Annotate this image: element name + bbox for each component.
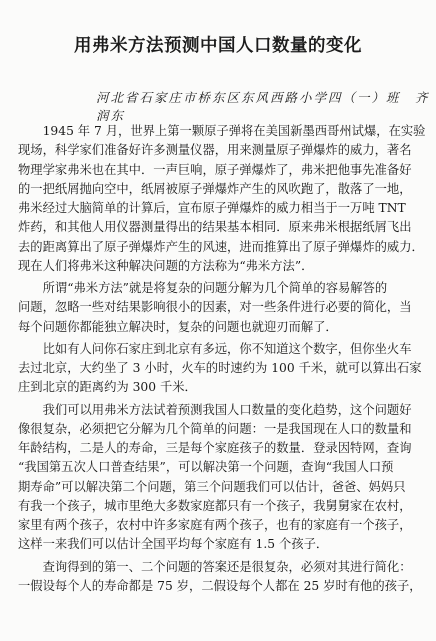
paragraph-line: 炸药，和其他人用仪器测量得出的结果基本相同．原来弗米根据纸屑飞出 (18, 220, 412, 235)
paragraph-line: 我们可以用弗米方法试着预测我国人口数量的变化趋势，这个问题好 (18, 402, 412, 417)
paragraph-line: 一假设每个人的寿命都是 75 岁，二假设每个人都在 25 岁时有他的孩子， (18, 578, 422, 593)
paragraph-line: 去的距离算出了原子弹爆炸产生的风速，进而推算出了原子弹爆炸的威力． (18, 239, 424, 254)
paragraph-line: 物理学家弗米也在其中．一声巨响，原子弹爆炸了，弗米把他事先准备好 (18, 162, 412, 177)
paragraph-line: 比如有人问你石家庄到北京有多远，你不知道这个数字，但你坐火车 (18, 341, 412, 356)
paragraph-line: 这样一来我们可以估计全国平均每个家庭有 1.5 个孩子． (18, 537, 329, 552)
paragraph-line: “我国第五次人口普查结果”，可以解决第一个问题，查询“我国人口预 (18, 460, 394, 475)
paragraph-line: 每个问题你都能独立解决时，复杂的问题也就迎刃而解了． (18, 319, 338, 334)
paragraph-line: 年龄结构，二是人的寿命，三是每个家庭孩子的数量．登录因特网，查询 (18, 441, 412, 455)
article-title: 用弗米方法预测中国人口数量的变化 (74, 36, 362, 56)
paragraph-line: 期寿命”可以解决第二个问题，第三个问题我们可以估计，爸爸、妈妈只 (18, 479, 406, 494)
paragraph-line: 1945 年 7 月，世界上第一颗原子弹将在美国新墨西哥州试爆，在实验 (18, 124, 426, 138)
paragraph-line: 的一把纸屑抛向空中，纸屑被原子弹爆炸产生的风吹跑了，散落了一地， (18, 181, 412, 196)
paragraph (18, 122, 428, 276)
paragraph-line: 现场，科学家们准备好许多测量仪器，用来测量原子弹爆炸的威力，著名 (18, 143, 412, 158)
paragraph-line: 弗米经过大脑简单的计算后，宣布原子弹爆炸的威力相当于一万吨 TNT (18, 201, 406, 215)
author-byline: 河北省石家庄市桥东区东风西路小学四（一）班 齐润东 (96, 90, 430, 123)
paragraph-line: 所谓“弗米方法”就是将复杂的问题分解为几个简单的容易解答的 (18, 281, 388, 295)
paragraph-line: 家里有两个孩子，农村中许多家庭有两个孩子，也有的家庭有一个孩子， (18, 518, 412, 532)
paragraph (18, 340, 428, 398)
paragraph (18, 401, 428, 555)
paragraph-line: 有我一个孩子，城市里绝大多数家庭都只有一个孩子，我舅舅家在农村， (18, 498, 412, 513)
paragraph-line: 现在人们将弗米这种解决问题的方法称为“弗米方法”． (18, 258, 314, 273)
paragraph (18, 279, 428, 337)
paragraph-line: 像很复杂，必须把它分解为几个简单的问题：一是我国现在人口的数量和 (18, 421, 412, 436)
paragraph-line: 问题，忽略一些对结果影响很小的因素，对一些条件进行必要的简化，当 (18, 300, 412, 315)
paragraph (18, 558, 428, 597)
paragraph-line: 庄到北京的距离约为 300 千米． (18, 380, 197, 395)
paragraph-line: 去过北京，大约坐了 3 小时，火车的时速约为 100 千米，就可以算出石家 (18, 361, 422, 375)
paragraph-gap (18, 596, 428, 599)
article-body (18, 122, 428, 599)
paragraph-line: 查询得到的第一、二个问题的答案还是很复杂，必须对其进行简化： (18, 559, 412, 574)
